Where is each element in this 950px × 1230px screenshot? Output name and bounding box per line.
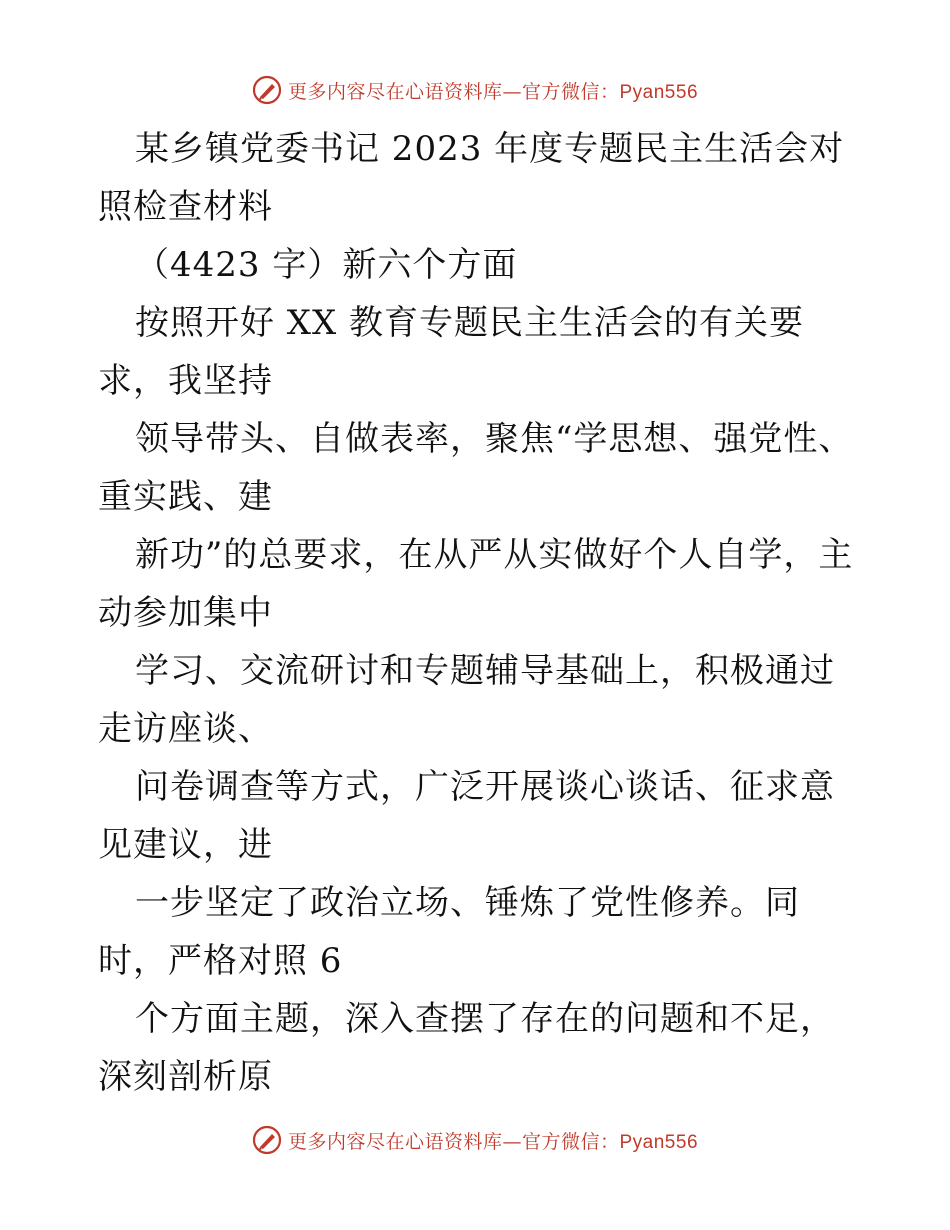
document-body — [98, 120, 858, 1106]
watermark-banner-top — [0, 70, 950, 110]
document-title: 某乡镇党委书记 2023 年度专题民主生活会对照检查材料 — [98, 129, 845, 227]
wechat-id: Pyan556 — [619, 81, 699, 103]
body-paragraph: 学习、交流研讨和专题辅导基础上，积极通过走访座谈、 — [98, 651, 835, 749]
wechat-id: Pyan556 — [619, 1131, 699, 1153]
pen-logo-icon — [252, 1125, 282, 1155]
watermark-banner-bottom — [0, 1120, 950, 1160]
pen-logo-icon — [252, 75, 282, 105]
body-paragraph: 领导带头、自做表率，聚焦“学思想、强党性、重实践、建 — [98, 419, 854, 517]
body-paragraph: 按照开好 XX 教育专题民主生活会的有关要求，我坚持 — [98, 303, 805, 401]
watermark-text: 更多内容尽在心语资料库—官方微信：Pyan556 — [287, 1130, 699, 1153]
body-paragraph: 一步坚定了政治立场、锤炼了党性修养。同时，严格对照 6 — [98, 883, 800, 981]
body-paragraph: 新功”的总要求，在从严从实做好个人自学，主动参加集中 — [98, 535, 854, 633]
word-count-note: （4423 字）新六个方面 — [135, 245, 518, 285]
body-paragraph: 问卷调查等方式，广泛开展谈心谈话、征求意见建议，进 — [98, 767, 835, 865]
body-paragraph: 个方面主题，深入查摆了存在的问题和不足，深刻剖析原 — [98, 999, 835, 1097]
watermark-text: 更多内容尽在心语资料库—官方微信：Pyan556 — [287, 80, 699, 103]
